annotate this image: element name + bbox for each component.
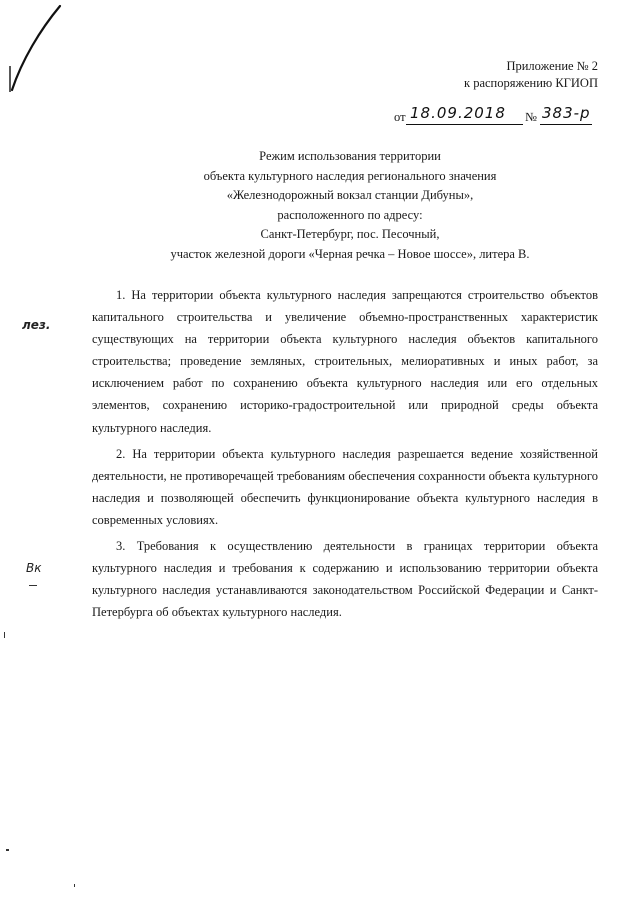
title-line: «Железнодорожный вокзал станции Дибуны», [226,188,474,202]
scan-speck [29,585,37,586]
number-prefix: № [525,110,537,124]
paragraph-1: 1. На территории объекта культурного наследия запрещаются строительство объектов капитального строительства и увеличение объемно-пространственных характеристик существующих на территории объекта культурного наследия объектов капитального строительства; проведение земляных, строительных, мелиоративных и иных работ, за исключением работ по сохранению объекта культурного наследия или его отдельных элементов, сохранению историко-градостроительной или природной среды объекта культурного наследия. [92,288,598,435]
title-line: объекта культурного наследия регионального значения [203,168,497,183]
title-line: Санкт-Петербург, пос. Песочный, [260,227,440,241]
title-line: Режим использования территории [259,149,441,163]
margin-handwritten-note: лез. [22,318,51,332]
paragraph-2: 2. На территории объекта культурного наследия разрешается ведение хозяйственной деятельности, не противоречащей требованиям обеспечения сохранности объекта культурного наследия и позволяющей обеспечить функционирование объекта культурного наследия в современных условиях. [92,446,598,527]
margin-handwritten-note: Вк [26,561,42,575]
title-line: расположенного по адресу: [277,207,423,222]
appendix-number: Приложение № 2 [506,59,598,73]
handwritten-date: 18.09.2018 [410,104,506,122]
appendix-header [464,58,598,92]
scan-speck [74,884,75,887]
order-date-line [392,104,602,128]
document-title [100,147,600,264]
document-body [92,284,598,627]
date-prefix: от [394,110,406,124]
handwritten-order-number: 383-р [542,104,591,122]
paragraph-3: 3. Требования к осуществлению деятельности в границах территории объекта культурного наследия и требования к содержанию и использованию территории объекта культурного наследия устанавливаются законодательством Российской Федерации и Санкт-Петербурга об объектах культурного наследия. [92,539,598,620]
scan-speck [4,632,5,638]
number-underline [540,124,592,125]
date-underline [406,124,523,125]
scan-speck [6,849,9,851]
appendix-order-ref: к распоряжению КГИОП [464,76,598,90]
title-line: участок железной дороги «Черная речка – Новое шоссе», литера В. [170,246,530,261]
